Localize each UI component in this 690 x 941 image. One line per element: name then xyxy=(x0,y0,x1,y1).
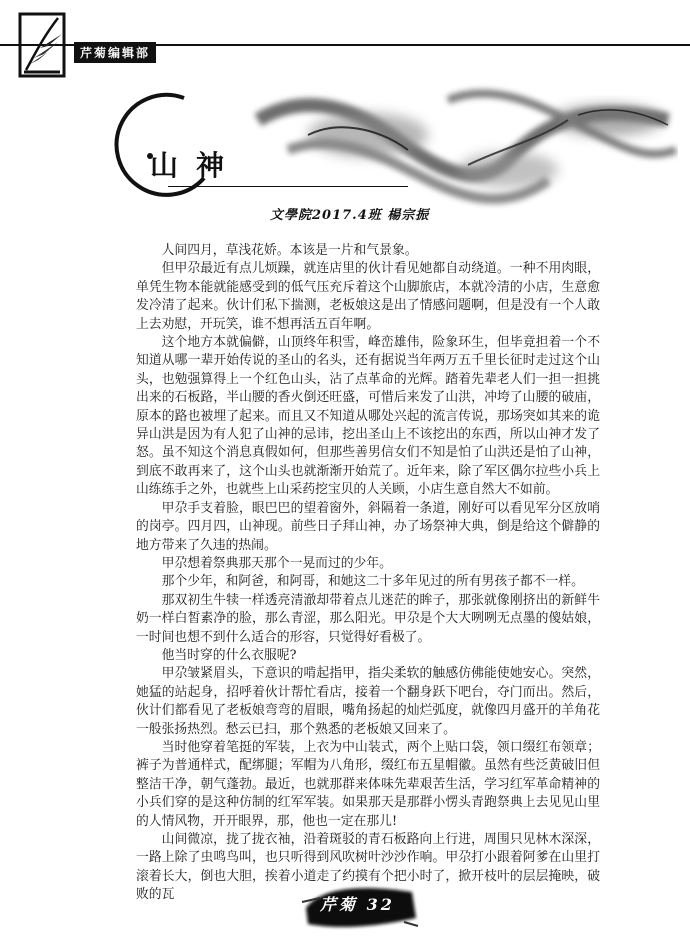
paragraph: 当时他穿着笔挺的军装，上衣为中山装式，两个上贴口袋，领口缀红布领章；裤子为普通样式，配绑腿；军帽为八角形，缀红布五星帽徽。虽然有些泛黄破旧但整洁干净，朝气蓬勃。最近，也就那群来体味先辈艰苦生活，学习红军革命精神的小兵们穿的是这种仿制的红军军装。如果那天是那群小愣头青跑祭典上去见见山里的人情风物，开开眼界，那，他也一定在那儿! xyxy=(136,739,600,829)
paragraph: 人间四月，草浅花娇。本该是一片和气景象。 xyxy=(161,243,418,258)
paragraph: 他当时穿的什么衣服呢? xyxy=(161,647,297,663)
paragraph: 甲尕手支着脸，眼巴巴的望着窗外，斜隔着一条道，刚好可以看见军分区放哨的岗亭。四月四，山神现。前些日子拜山神，办了场祭神大典，倒是给这个僻静的地方带来了久违的热闹。 xyxy=(136,500,600,553)
bamboo-logo-icon xyxy=(18,12,66,78)
paragraph: 那个少年，和阿爸，和阿哥，和她这二十多年见过的所有男孩子都不一样。 xyxy=(161,574,584,590)
page-number-label: 芹菊 32 xyxy=(320,895,395,914)
paragraph: 甲尕想着祭典那天那个一晃而过的少年。 xyxy=(161,555,392,571)
paragraph: 但甲尕最近有点儿烦躁，就连店里的伙计看见她都自动绕道。一种不用肉眼，单凭生物本能就能感受到的低气压充斥着这个山脚旅店，本就冷清的小店，生意愈发冷清了起来。伙计们私下揣测，老板娘这是出了情感问题啊，但是没有一个人敢上去劝慰，开玩笑，谁不想再活五百年啊。 xyxy=(136,261,600,332)
paragraph: 这个地方本就偏僻，山顶终年积雪，峰峦雄伟，险象环生，但毕竟担着一个不知道从哪一辈开始传说的圣山的名头，还有据说当年两万五千里长征时走过这个山头，也勉强算得上一个红色山头，沾了点革命的光辉。踏着先辈老人们一担一担挑出来的石板路，半山腰的香火倒还旺盛，可惜后来发了山洪，冲垮了山腰的破庙，原本的路也被埋了起来。而且又不知道从哪处兴起的流言传说，那场突如其来的诡异山洪是因为有人犯了山神的忌讳，挖出圣山上不该挖出的东西，所以山神才发了怒。虽不知这个消息真假如何，但那些善男信女们不知是怕了山洪还是怕了山神，到底不敢再来了，这个山头也就渐渐开始荒了。近年来，除了军区偶尔拉些小兵上山练练手之外，也就些上山采药挖宝贝的人关顾，小店生意自然大不如前。 xyxy=(136,335,600,498)
title-rule xyxy=(168,186,408,187)
page-header xyxy=(0,0,690,80)
header-label: 芹菊编辑部 xyxy=(74,42,156,63)
article-body xyxy=(136,242,600,905)
paragraph: 那双初生牛犊一样透亮清澈却带着点儿迷茫的眸子，那张就像刚挤出的新鲜牛奶一样白皙素净的脸，那么青涩，那么阳光。甲尕是个大大咧咧无点墨的傻姑娘，一时间也想不到什么适合的形容，只觉得好看极了。 xyxy=(136,592,600,645)
article-title: 山神 xyxy=(150,149,243,182)
article-byline: 文學院2017.4班 楊宗振 xyxy=(270,208,430,223)
paragraph: 甲尕皱紧眉头，下意识的啃起指甲，指尖柔软的触感仿佛能使她安心。突然，她猛的站起身，招呼着伙计帮忙看店，接着一个翻身跃下吧台，夺门而出。然后，伙计们都看见了老板娘弯弯的眉眼，嘴角扬起的灿烂弧度，就像四月盛开的羊角花一般张扬热烈。愁云已扫，那个熟悉的老板娘又回来了。 xyxy=(136,666,600,737)
paragraph: 山间微凉，拢了拢衣袖，沿着斑驳的青石板路向上行进，周围只见林木深深，一路上除了虫鸣鸟叫，也只听得到风吹树叶沙沙作响。甲尕打小跟着阿爹在山里打滚着长大，倒也大胆，挨着小道走了约摸有个把小时了，掀开枝叶的层层掩映，破败的瓦 xyxy=(136,832,600,903)
